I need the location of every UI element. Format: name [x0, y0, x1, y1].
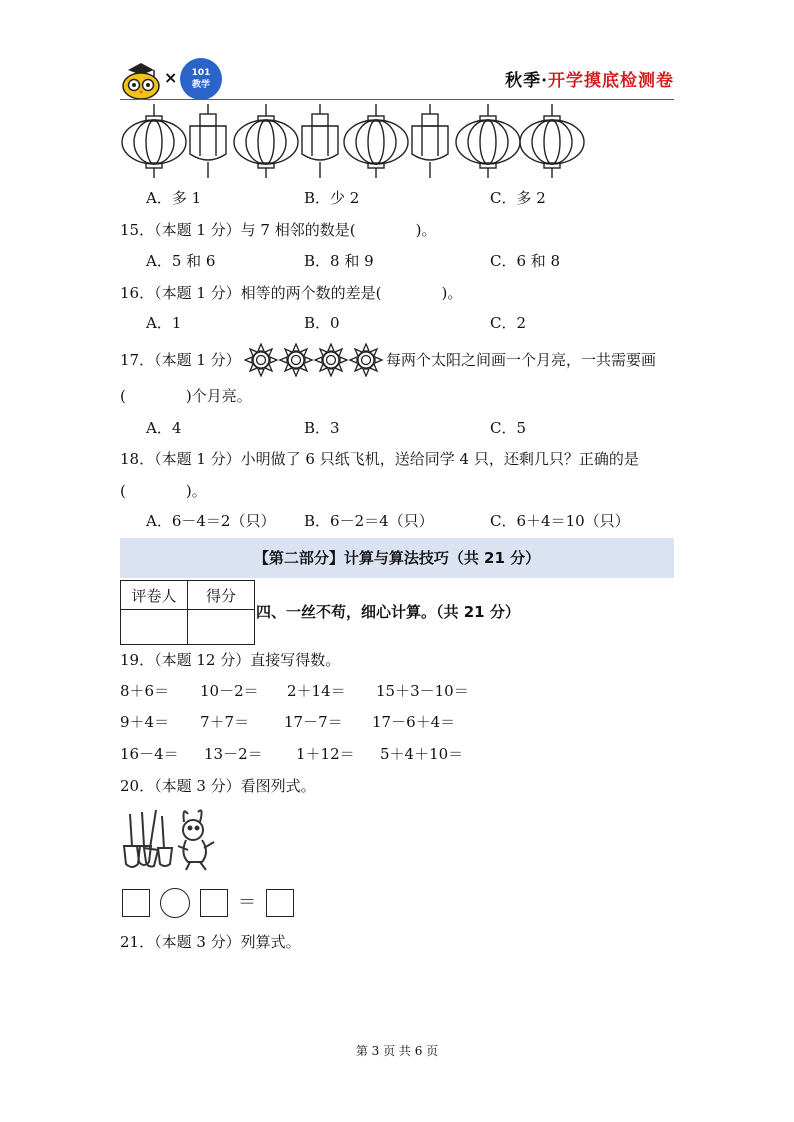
q17-option-a: A．4 [146, 419, 182, 437]
q19-item: 1＋12＝ [296, 745, 355, 763]
suns-illustration [244, 343, 384, 377]
sun-icon [280, 344, 312, 376]
score-label: 得分 [188, 581, 255, 610]
q19-item: 13－2＝ [204, 745, 263, 763]
q16-option-a: A．1 [146, 314, 182, 332]
q19-item: 5＋4＋10＝ [380, 745, 464, 763]
q18-option-a: A．6－4＝2（只） [146, 512, 276, 530]
q15-prompt: 15．（本题 1 分）与 7 相邻的数是( )。 [120, 221, 437, 239]
sun-icon [315, 344, 347, 376]
q19-prompt: 19．（本题 12 分）直接写得数。 [120, 651, 341, 669]
palace-lantern-icon [412, 104, 448, 178]
q17-option-b: B．3 [304, 419, 340, 437]
round-lantern-icon [344, 104, 408, 178]
q18-option-c: C．6＋4＝10（只） [490, 512, 630, 530]
sun-icon [350, 344, 382, 376]
palace-lantern-icon [302, 104, 338, 178]
answer-box[interactable] [266, 889, 294, 917]
q19-item: 8＋6＝ [120, 682, 170, 700]
answer-box[interactable] [200, 889, 228, 917]
q19-item: 9＋4＝ [120, 713, 170, 731]
q18-prompt-a: 18．（本题 1 分）小明做了 6 只纸飞机，送给同学 4 只，还剩几只？正确的是 [120, 450, 639, 468]
q20-prompt: 20．（本题 3 分）看图列式。 [120, 777, 316, 795]
q14-option-b: B．少 2 [304, 189, 360, 207]
part-title: 四、一丝不苟，细心计算。（共 21 分） [256, 603, 520, 621]
q20-picture [118, 806, 222, 874]
brand-logo-text: 101 教学 [191, 68, 211, 90]
score-table [120, 580, 255, 645]
q16-option-b: B．0 [304, 314, 340, 332]
q19-item: 17－7＝ [284, 713, 343, 731]
page-footer: 第 3 页 共 6 页 [355, 1044, 439, 1058]
q17-prompt-a: 17．（本题 1 分） [120, 351, 241, 369]
title-main: 开学摸底检测卷 [548, 71, 674, 91]
q15-option-a: A．5 和 6 [146, 252, 216, 270]
grader-cell[interactable] [121, 610, 188, 645]
q18-option-b: B．6－2＝4（只） [304, 512, 434, 530]
sun-icon [245, 344, 277, 376]
round-lantern-icon [456, 104, 520, 178]
rabbit-icon [178, 810, 214, 870]
round-lantern-icon [234, 104, 298, 178]
equals-sign: ＝ [238, 892, 256, 913]
q19-item: 7＋7＝ [200, 713, 250, 731]
operator-circle[interactable] [160, 888, 190, 918]
title-prefix: 秋季· [505, 71, 548, 91]
score-cell[interactable] [188, 610, 255, 645]
palace-lantern-icon [190, 104, 226, 178]
q15-option-c: C．6 和 8 [490, 252, 561, 270]
q18-prompt-b: ( )。 [120, 482, 207, 500]
q14-option-c: C．多 2 [490, 189, 546, 207]
q19-item: 16－4＝ [120, 745, 179, 763]
q21-prompt: 21．（本题 3 分）列算式。 [120, 933, 301, 951]
q19-item: 10－2＝ [200, 682, 259, 700]
q16-prompt: 16．（本题 1 分）相等的两个数的差是( )。 [120, 284, 463, 302]
page-title [505, 66, 674, 91]
q19-item: 17－6＋4＝ [372, 713, 456, 731]
q19-item: 15＋3－10＝ [376, 682, 469, 700]
q19-item: 2＋14＝ [287, 682, 346, 700]
q14-option-a: A．多 1 [146, 189, 202, 207]
q16-option-c: C．2 [490, 314, 527, 332]
round-lantern-icon [122, 104, 186, 178]
q15-option-b: B．8 和 9 [304, 252, 374, 270]
q17-option-c: C．5 [490, 419, 527, 437]
section-header [120, 538, 674, 578]
header-divider [120, 99, 674, 100]
answer-box[interactable] [122, 889, 150, 917]
owl-logo-icon [120, 60, 162, 100]
q17-prompt-b: 每两个太阳之间画一个月亮，一共需要画 [386, 351, 657, 369]
logo-separator: × [164, 68, 178, 87]
brand-logo-icon [180, 58, 222, 100]
grader-label: 评卷人 [121, 581, 188, 610]
section-title: 【第二部分】计算与算法技巧（共 21 分） [253, 549, 541, 567]
shovel-icon [124, 810, 172, 867]
lanterns-illustration [120, 104, 590, 180]
q17-prompt-c: ( )个月亮。 [120, 387, 252, 405]
round-lantern-icon [520, 104, 584, 178]
